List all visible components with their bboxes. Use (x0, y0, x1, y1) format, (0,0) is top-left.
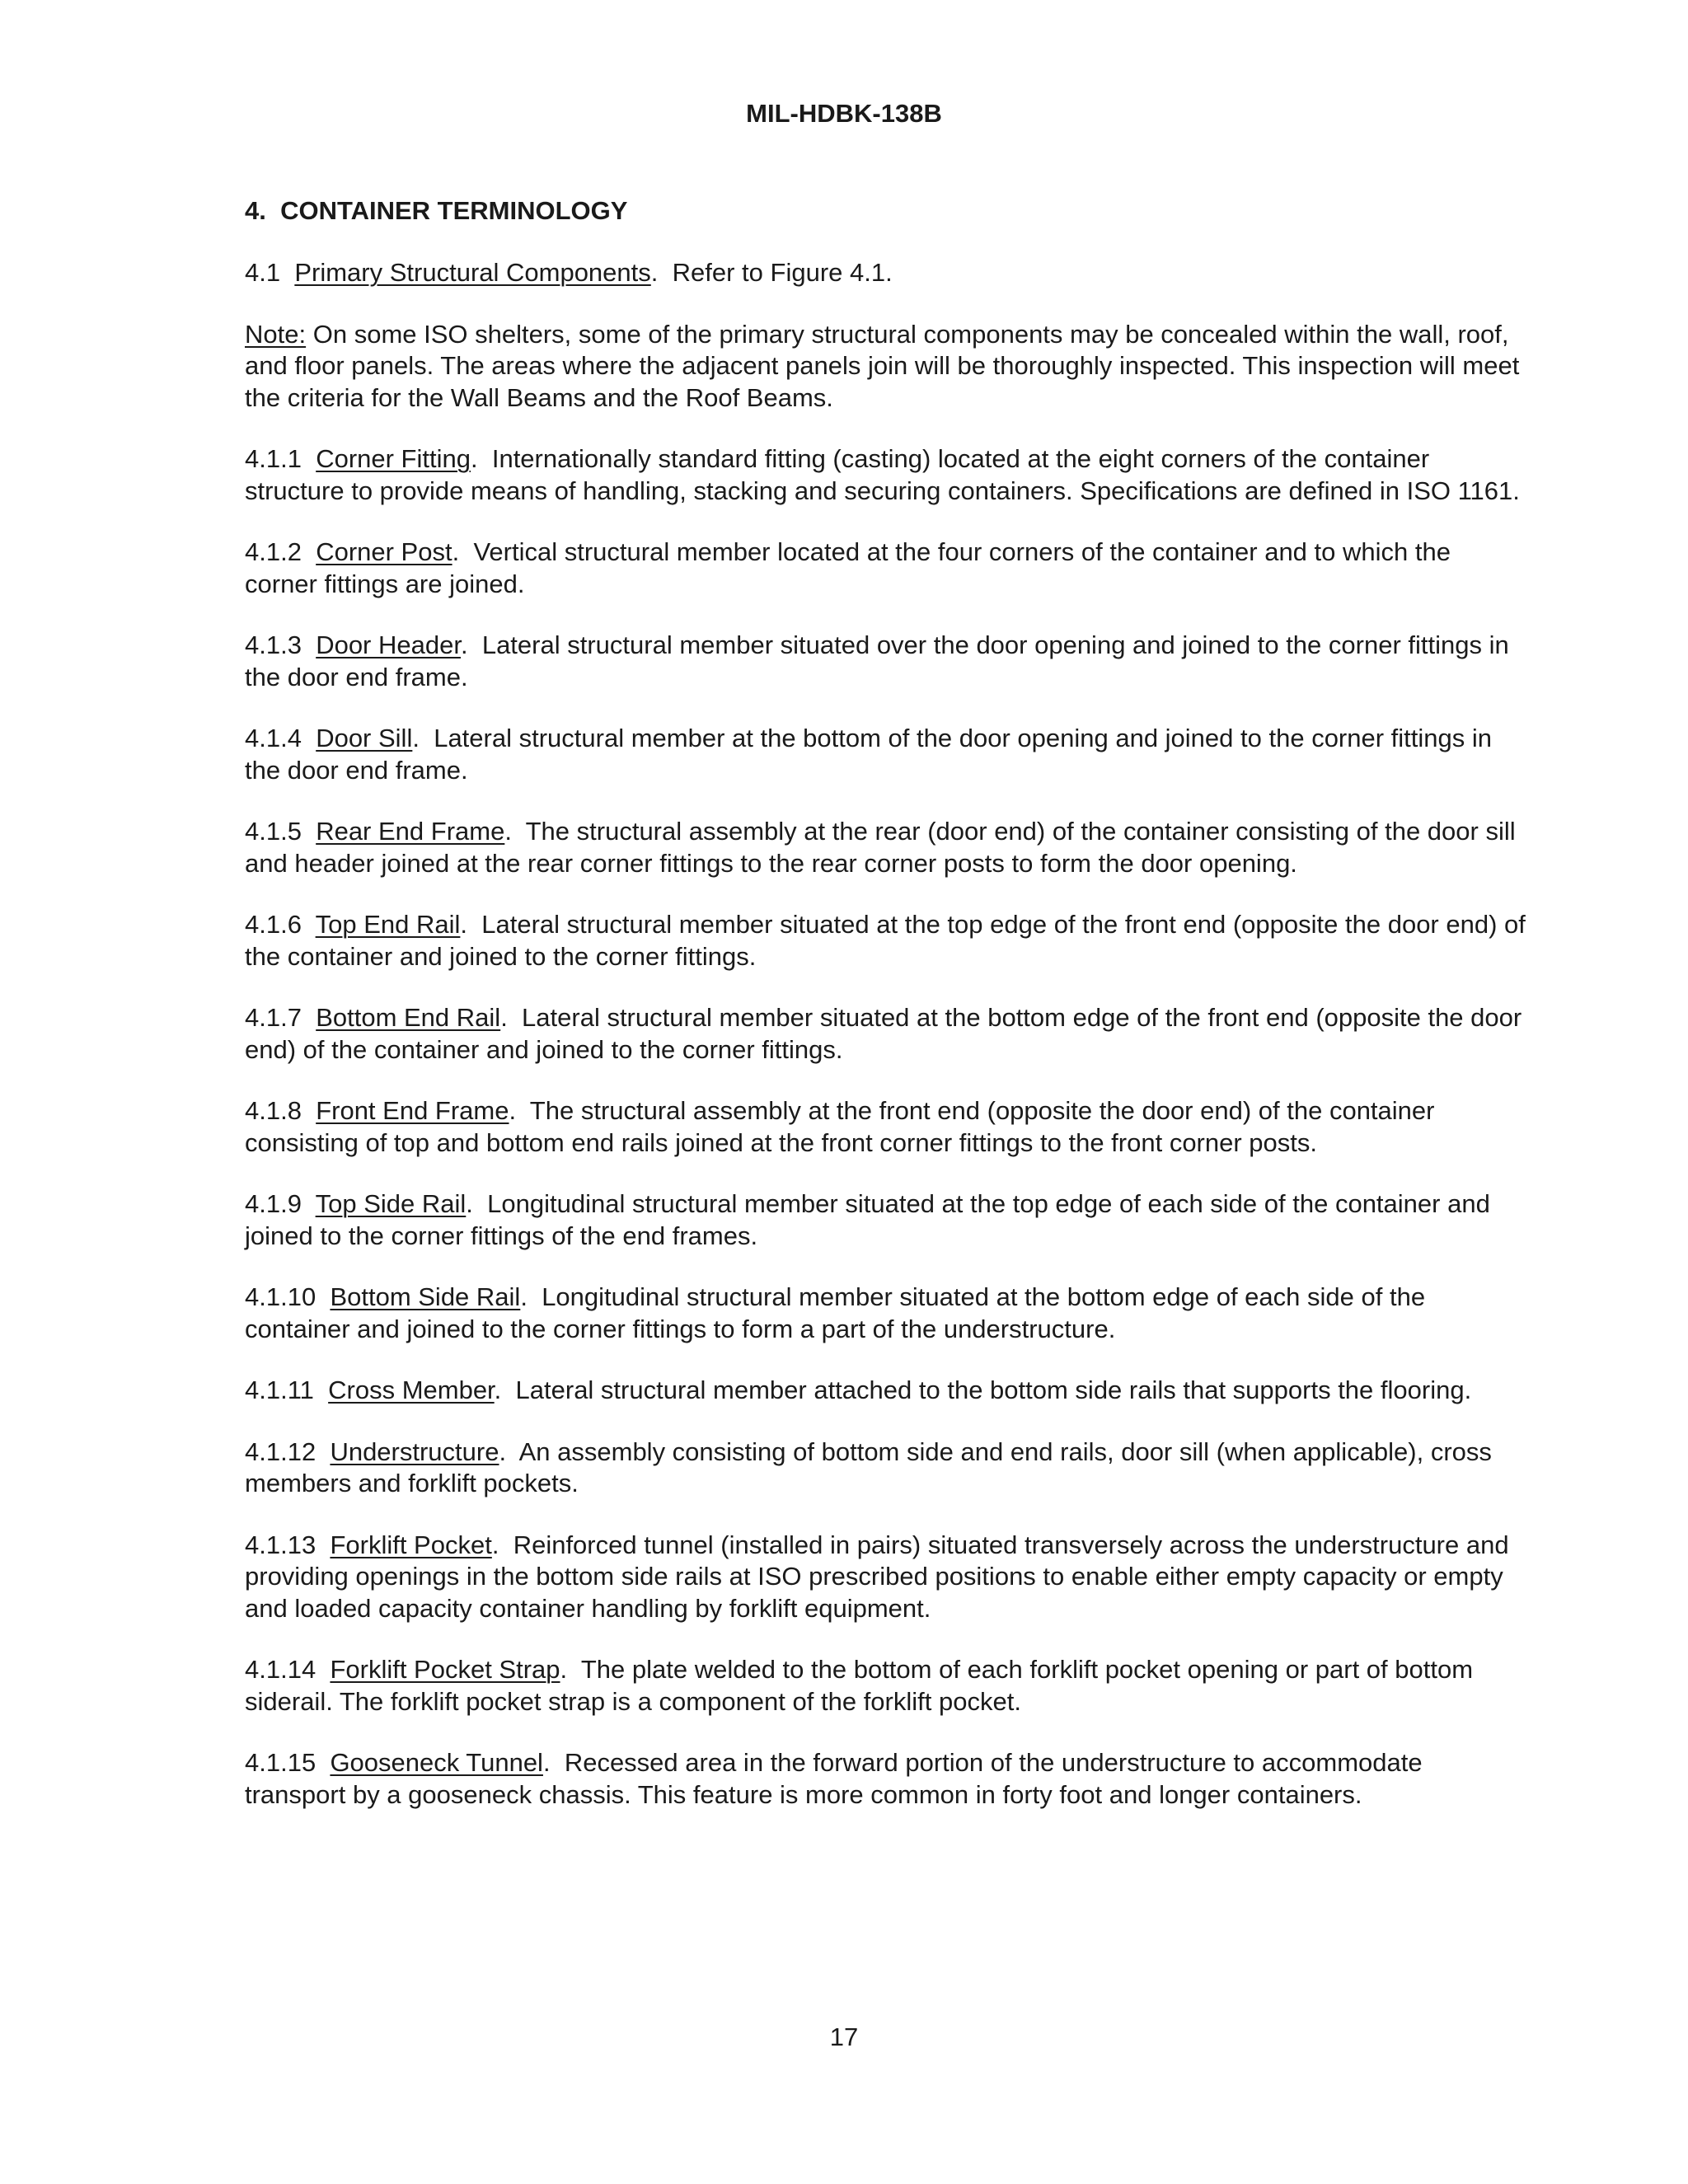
definition-4-1-10: 4.1.10 Bottom Side Rail. Longitudinal structural member situated at the bottom edge of each side of the container and joined to the corner fittings to form a part of the understructure. (245, 1282, 1426, 1343)
definition-text: Lateral structural member attached to the bottom side rails that supports the flooring. (515, 1376, 1472, 1404)
definition-number: 4.1.14 (245, 1655, 316, 1684)
definition-term: Understructure (330, 1436, 499, 1466)
definition-text: The plate welded to the bottom of each forklift pocket opening or part of bottom siderail. The forklift pocket strap is a component of the forklift pocket. (245, 1655, 1474, 1716)
intro-number: 4.1 (245, 258, 281, 287)
definition-number: 4.1.7 (245, 1003, 302, 1032)
definition-term: Corner Fitting (316, 444, 471, 473)
definition-text: Vertical structural member located at the four corners of the container and to which the corner fittings are joined. (245, 537, 1451, 598)
definition-term: Rear End Frame (316, 817, 505, 846)
section-heading (245, 194, 1526, 227)
definition-term: Top Side Rail (315, 1189, 467, 1218)
definition-number: 4.1.9 (245, 1189, 302, 1218)
definition-number: 4.1.8 (245, 1096, 302, 1125)
definition-text: The structural assembly at the rear (door end) of the container consisting of the door sill and header joined at the rear corner fittings to the rear corner posts to form the door opening. (245, 817, 1516, 878)
definition-4-1-8: 4.1.8 Front End Frame. The structural assembly at the front end (opposite the door end) of the container consisting of top and bottom end rails joined at the front corner fittings to the front corner posts. (245, 1096, 1435, 1157)
definition-text: Lateral structural member situated at the bottom edge of the front end (opposite the door end) of the container and joined to the corner fittings. (245, 1003, 1522, 1064)
definition-term: Gooseneck Tunnel (330, 1748, 543, 1777)
definition-term: Forklift Pocket Strap (330, 1655, 560, 1684)
definition-4-1-15: 4.1.15 Gooseneck Tunnel. Recessed area in the forward portion of the understructure to accommodate transport by a gooseneck chassis. This feature is more common in forty foot and longer containers. (245, 1748, 1423, 1809)
definition-4-1-14: 4.1.14 Forklift Pocket Strap. The plate welded to the bottom of each forklift pocket opening or part of bottom siderail. The forklift pocket strap is a component of the forklift pocket. (245, 1655, 1474, 1716)
definition-4-1-4: 4.1.4 Door Sill. Lateral structural member at the bottom of the door opening and joined to the corner fittings in the door end frame. (245, 724, 1493, 785)
definition-text: The structural assembly at the front end (opposite the door end) of the container consisting of top and bottom end rails joined at the front corner fittings to the front corner posts. (245, 1096, 1435, 1157)
definition-number: 4.1.5 (245, 817, 302, 846)
section-title: CONTAINER TERMINOLOGY (280, 196, 628, 225)
definition-4-1-9: 4.1.9 Top Side Rail. Longitudinal structural member situated at the top edge of each side of the container and joined to the corner fittings of the end frames. (245, 1189, 1490, 1250)
definition-number: 4.1.3 (245, 630, 302, 659)
definition-term: Door Header (316, 630, 461, 659)
section-number: 4. (245, 196, 266, 225)
definition-text: Lateral structural member at the bottom of the door opening and joined to the corner fittings in the door end frame. (245, 724, 1493, 785)
definition-term: Bottom End Rail (316, 1003, 501, 1032)
definition-number: 4.1.11 (245, 1376, 314, 1404)
definition-text: Internationally standard fitting (casting) located at the eight corners of the container structure to provide means of handling, stacking and securing containers. Specifications are defined in ISO 1161. (245, 444, 1520, 505)
definition-number: 4.1.10 (245, 1282, 316, 1311)
definition-number: 4.1.13 (245, 1530, 316, 1559)
definition-text: Reinforced tunnel (installed in pairs) situated transversely across the understructure and providing openings in the bottom side rails at ISO prescribed positions to enable either empty capacity or empty and loaded capacity container handling by forklift equipment. (245, 1530, 1509, 1623)
definition-4-1-1: 4.1.1 Corner Fitting. Internationally standard fitting (casting) located at the eight corners of the container structure to provide means of handling, stacking and securing containers. Specifications are defined in ISO 1161. (245, 444, 1520, 505)
page-number: 17 (829, 2022, 859, 2051)
definition-term: Top End Rail (315, 910, 461, 939)
document-header: MIL-HDBK-138B (746, 99, 942, 128)
definition-4-1-11: 4.1.11 Cross Member. Lateral structural member attached to the bottom side rails that supports the flooring. (245, 1376, 1472, 1404)
definition-number: 4.1.2 (245, 537, 302, 566)
definition-4-1-3: 4.1.3 Door Header. Lateral structural member situated over the door opening and joined to the corner fittings in the door end frame. (245, 630, 1509, 691)
definition-term: Cross Member (328, 1376, 495, 1404)
definition-text: Longitudinal structural member situated at the bottom edge of each side of the container and joined to the corner fittings to form a part of the understructure. (245, 1282, 1426, 1343)
definition-text: Longitudinal structural member situated at the top edge of each side of the container and joined to the corner fittings of the end frames. (245, 1189, 1490, 1250)
definition-number: 4.1.6 (245, 910, 302, 939)
definition-4-1-12: 4.1.12 Understructure. An assembly consisting of bottom side and end rails, door sill (when applicable), cross members and forklift pockets. (245, 1436, 1492, 1497)
definition-4-1-2: 4.1.2 Corner Post. Vertical structural member located at the four corners of the container and to which the corner fittings are joined. (245, 537, 1451, 598)
note-text: On some ISO shelters, some of the primary structural components may be concealed within the wall, roof, and floor panels. The areas where the adjacent panels join will be thoroughly inspected. This inspection will meet the criteria for the Wall Beams and the Roof Beams. (245, 319, 1520, 412)
definition-term: Bottom Side Rail (330, 1282, 521, 1311)
definition-number: 4.1.1 (245, 444, 302, 473)
definition-number: 4.1.15 (245, 1748, 316, 1777)
definition-4-1-5: 4.1.5 Rear End Frame. The structural assembly at the rear (door end) of the container consisting of the door sill and header joined at the rear corner fittings to the rear corner posts to form the door opening. (245, 817, 1516, 878)
definition-term: Forklift Pocket (330, 1530, 492, 1559)
page-content (245, 194, 1526, 1840)
definition-text: An assembly consisting of bottom side and end rails, door sill (when applicable), cross members and forklift pockets. (245, 1436, 1492, 1497)
definition-4-1-13: 4.1.13 Forklift Pocket. Reinforced tunnel (installed in pairs) situated transversely across the understructure and providing openings in the bottom side rails at ISO prescribed positions to enable either empty capacity or empty and loaded capacity container handling by forklift equipment. (245, 1530, 1509, 1623)
definition-term: Door Sill (316, 724, 413, 752)
intro-term: Primary Structural Components (294, 258, 651, 287)
note-label: Note: (245, 319, 307, 349)
definition-4-1-7: 4.1.7 Bottom End Rail. Lateral structural member situated at the bottom edge of the front end (opposite the door end) of the container and joined to the corner fittings. (245, 1003, 1522, 1064)
intro-text: Refer to Figure 4.1. (672, 258, 893, 287)
definition-term: Front End Frame (316, 1096, 509, 1125)
definition-text: Lateral structural member situated over the door opening and joined to the corner fittings in the door end frame. (245, 630, 1509, 691)
definition-number: 4.1.4 (245, 724, 302, 752)
definition-text: Lateral structural member situated at the top edge of the front end (opposite the door end) of the container and joined to the corner fittings. (245, 910, 1526, 971)
note-paragraph (245, 319, 1526, 415)
definition-term: Corner Post (316, 537, 452, 566)
definition-number: 4.1.12 (245, 1436, 316, 1466)
definition-4-1-6: 4.1.6 Top End Rail. Lateral structural member situated at the top edge of the front end (opposite the door end) of the container and joined to the corner fittings. (245, 910, 1526, 971)
intro-paragraph: 4.1 Primary Structural Components. Refer to Figure 4.1. (245, 258, 893, 287)
definition-text: Recessed area in the forward portion of the understructure to accommodate transport by a gooseneck chassis. This feature is more common in forty foot and longer containers. (245, 1748, 1423, 1809)
